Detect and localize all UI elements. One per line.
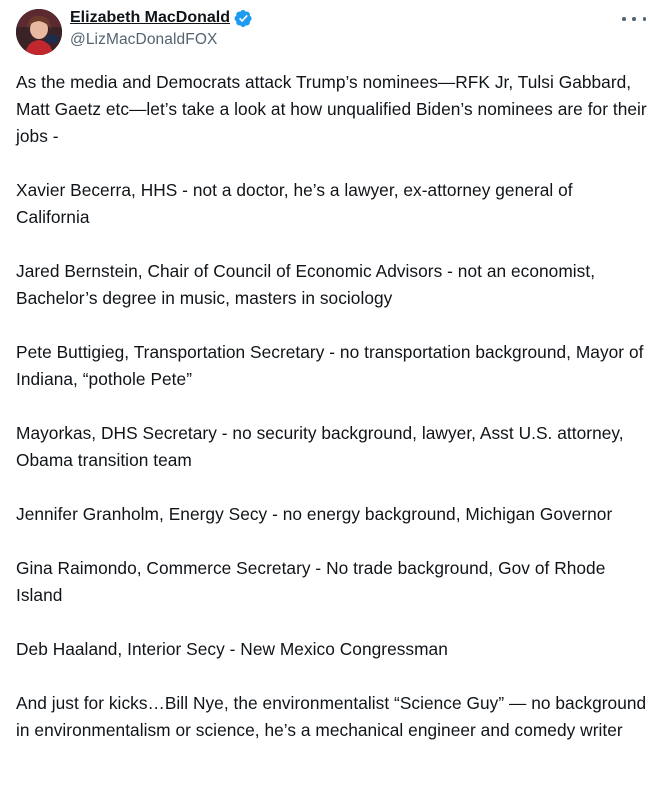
tweet-paragraph: Xavier Becerra, HHS - not a doctor, he’s a lawyer, ex-attorney general of California [16, 180, 573, 227]
author-display-name[interactable]: Elizabeth MacDonald [70, 9, 231, 26]
tweet-paragraph: Deb Haaland, Interior Secy - New Mexico Congressman [16, 639, 448, 659]
author-handle[interactable]: @LizMacDonaldFOX [70, 31, 218, 48]
name-row [70, 7, 253, 29]
tweet-paragraph: And just for kicks…Bill Nye, the environmentalist “Science Guy” — no background in environmentalism or science, he’s a mechanical engineer and comedy writer [16, 693, 647, 740]
more-dot [622, 17, 626, 21]
tweet-paragraph: Mayorkas, DHS Secretary - no security background, lawyer, Asst U.S. attorney, Obama transition team [16, 423, 624, 470]
tweet-paragraph: As the media and Democrats attack Trump’s nominees—RFK Jr, Tulsi Gabbard, Matt Gaetz etc—let’s take a look at how unqualified Biden’s nominees are for their jobs - [16, 72, 647, 146]
tweet-paragraph: Jennifer Granholm, Energy Secy - no energy background, Michigan Governor [16, 504, 613, 524]
tweet-header [16, 7, 646, 55]
more-options-icon[interactable] [622, 11, 646, 27]
tweet-paragraph: Jared Bernstein, Chair of Council of Economic Advisors - not an economist, Bachelor’s degree in music, masters in sociology [16, 261, 596, 308]
author-identity [70, 7, 253, 49]
more-dot [632, 17, 636, 21]
verified-badge-icon[interactable] [234, 9, 253, 28]
tweet-paragraph: Gina Raimondo, Commerce Secretary - No trade background, Gov of Rhode Island [16, 558, 606, 605]
tweet-paragraph: Pete Buttigieg, Transportation Secretary - no transportation background, Mayor of Indiana, “pothole Pete” [16, 342, 644, 389]
tweet-text [16, 69, 650, 771]
more-dot [643, 17, 647, 21]
avatar-image [16, 9, 62, 55]
avatar[interactable] [16, 9, 62, 55]
